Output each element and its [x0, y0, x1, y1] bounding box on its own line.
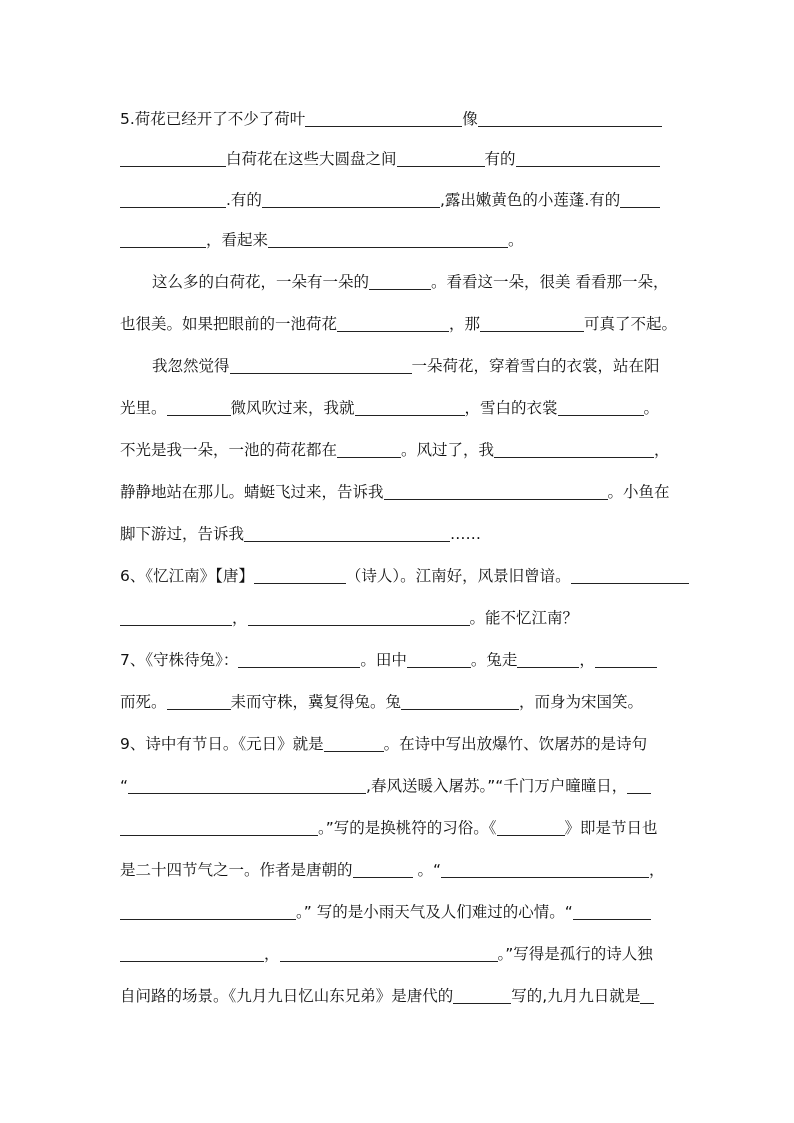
text-segment: .有的: [226, 191, 262, 209]
text-line: [120, 108, 674, 148]
text-segment: 不光是我一朵，一池的荷花都在: [120, 441, 338, 459]
text-segment: 脚下游过，告诉我: [120, 525, 245, 543]
text-segment: 7、《守株待兔》：: [120, 651, 239, 669]
text-segment: 自问路的场景。《九月九日忆山东兄弟》是唐代的: [120, 987, 454, 1005]
text-segment: “: [120, 777, 129, 795]
text-segment: ，: [654, 441, 670, 459]
text-segment: 。” 写的是小雨天气及人们难过的心情。“: [296, 903, 573, 921]
text-line: [120, 943, 674, 983]
fill-in-blank[interactable]: [407, 649, 471, 668]
text-segment: ,露出嫩黄色的小莲蓬.有的: [439, 191, 621, 209]
text-segment: ，: [579, 651, 595, 669]
text-segment: 微风吹过来，我就: [230, 399, 355, 417]
fill-in-blank[interactable]: [120, 607, 232, 626]
text-segment: ，: [264, 945, 280, 963]
fill-in-blank[interactable]: [497, 817, 565, 836]
text-line: [120, 229, 674, 269]
fill-in-blank[interactable]: [262, 189, 440, 208]
text-segment: 耒而守株，冀复得兔。兔: [230, 693, 402, 711]
text-segment: 。: [508, 231, 524, 249]
text-segment: 》即是节日也: [564, 819, 658, 837]
fill-in-blank[interactable]: [337, 439, 401, 458]
text-line: [120, 859, 674, 899]
text-line: [120, 775, 674, 815]
text-line: [120, 439, 674, 479]
text-segment: 。在诗中写出放爆竹、饮屠苏的是诗句: [383, 735, 648, 753]
text-line: [120, 607, 674, 647]
fill-in-blank[interactable]: [441, 859, 649, 878]
text-segment: 写的,九月九日就是: [511, 987, 641, 1005]
text-line: [120, 523, 674, 563]
fill-in-blank[interactable]: [167, 397, 231, 416]
fill-in-blank[interactable]: [120, 148, 226, 167]
fill-in-blank[interactable]: [238, 649, 360, 668]
text-line: [120, 481, 674, 521]
fill-in-blank[interactable]: [353, 859, 413, 878]
fill-in-blank[interactable]: [230, 355, 412, 374]
text-segment: 。田中: [360, 651, 407, 669]
text-segment: 而死。: [120, 693, 167, 711]
text-segment: ，那: [449, 315, 481, 333]
text-segment: ，: [648, 861, 665, 879]
text-line: [120, 985, 674, 1025]
fill-in-blank[interactable]: [573, 901, 651, 920]
text-segment: 5.荷花已经开了不少了荷叶: [120, 110, 306, 128]
fill-in-blank[interactable]: [516, 148, 660, 167]
text-segment: 。“: [412, 861, 441, 879]
fill-in-blank[interactable]: [244, 523, 450, 542]
fill-in-blank[interactable]: [167, 691, 231, 710]
text-segment: ……: [450, 525, 482, 543]
fill-in-blank[interactable]: [248, 607, 470, 626]
text-segment: 我忽然觉得: [152, 357, 230, 375]
fill-in-blank[interactable]: [305, 108, 462, 127]
text-line: [120, 901, 674, 941]
fill-in-blank[interactable]: [280, 943, 498, 962]
text-segment: 光里。: [120, 399, 167, 417]
fill-in-blank[interactable]: [517, 649, 579, 668]
fill-in-blank[interactable]: [120, 229, 206, 248]
fill-in-blank[interactable]: [120, 817, 318, 836]
fill-in-blank[interactable]: [627, 775, 651, 794]
text-line: [120, 565, 674, 605]
fill-in-blank[interactable]: [595, 649, 657, 668]
fill-in-blank[interactable]: [640, 985, 654, 1004]
text-segment: 。兔走: [470, 651, 518, 669]
text-segment: 一朵荷花，穿着雪白的衣裳，站在阳: [411, 357, 660, 375]
fill-in-blank[interactable]: [120, 901, 296, 920]
fill-in-blank[interactable]: [558, 397, 644, 416]
text-segment: 这么多的白荷花，一朵有一朵的: [152, 273, 370, 291]
fill-in-blank[interactable]: [571, 565, 689, 584]
fill-in-blank[interactable]: [369, 271, 431, 290]
text-line: [120, 733, 674, 773]
text-segment: 静静地站在那儿。蜻蜓飞过来，告诉我: [120, 483, 384, 501]
text-segment: 9、诗中有节日。《元日》就是: [120, 735, 324, 753]
fill-in-blank[interactable]: [397, 148, 485, 167]
text-line: [120, 817, 674, 857]
fill-in-blank[interactable]: [478, 108, 662, 127]
fill-in-blank[interactable]: [128, 775, 366, 794]
text-segment: 。”写的是换桃符的习俗。《: [318, 819, 497, 837]
fill-in-blank[interactable]: [620, 189, 660, 208]
text-line: [120, 691, 674, 731]
text-line: [120, 189, 674, 229]
text-segment: 也很美。如果把眼前的一池荷花: [120, 315, 338, 333]
text-segment: ，: [232, 609, 248, 627]
fill-in-blank[interactable]: [337, 313, 449, 332]
text-line: [120, 355, 706, 395]
text-segment: ，而身为宋国笑。: [519, 693, 644, 711]
text-line: [120, 649, 674, 689]
fill-in-blank[interactable]: [254, 565, 346, 584]
fill-in-blank[interactable]: [480, 313, 584, 332]
fill-in-blank[interactable]: [384, 481, 608, 500]
text-segment: （诗人）。江南好，风景旧曾谙。: [345, 567, 571, 585]
fill-in-blank[interactable]: [355, 397, 465, 416]
text-segment: 。”写得是孤行的诗人独: [497, 945, 653, 963]
fill-in-blank[interactable]: [268, 229, 508, 248]
fill-in-blank[interactable]: [120, 189, 226, 208]
text-segment: 有的: [484, 150, 516, 168]
fill-in-blank[interactable]: [401, 691, 519, 710]
fill-in-blank[interactable]: [324, 733, 384, 752]
text-segment: 是二十四节气之一。作者是唐朝的: [120, 861, 353, 879]
text-segment: ,春风送暖入屠苏。”“千门万户曈曈日，: [366, 777, 628, 795]
text-line: [120, 313, 678, 353]
text-segment: 。: [643, 399, 660, 417]
fill-in-blank[interactable]: [494, 439, 654, 458]
text-segment: ，雪白的衣裳: [464, 399, 558, 417]
text-segment: 白荷花在这些大圆盘之间: [226, 150, 397, 168]
text-segment: ，看起来: [206, 231, 269, 249]
text-segment: 。能不忆江南？: [469, 609, 579, 627]
text-segment: 可真了不起。: [584, 315, 678, 333]
text-segment: 。小鱼在: [607, 483, 670, 501]
fill-in-blank[interactable]: [453, 985, 511, 1004]
text-segment: 像: [462, 110, 478, 128]
fill-in-blank[interactable]: [120, 943, 264, 962]
text-line: [120, 271, 706, 311]
text-segment: 6、《忆江南》【唐】: [120, 567, 254, 585]
text-line: [120, 397, 674, 437]
text-segment: 。看看这一朵，很美 看看那一朵，: [431, 273, 669, 291]
text-segment: 。风过了，我: [401, 441, 495, 459]
text-line: [120, 148, 674, 188]
